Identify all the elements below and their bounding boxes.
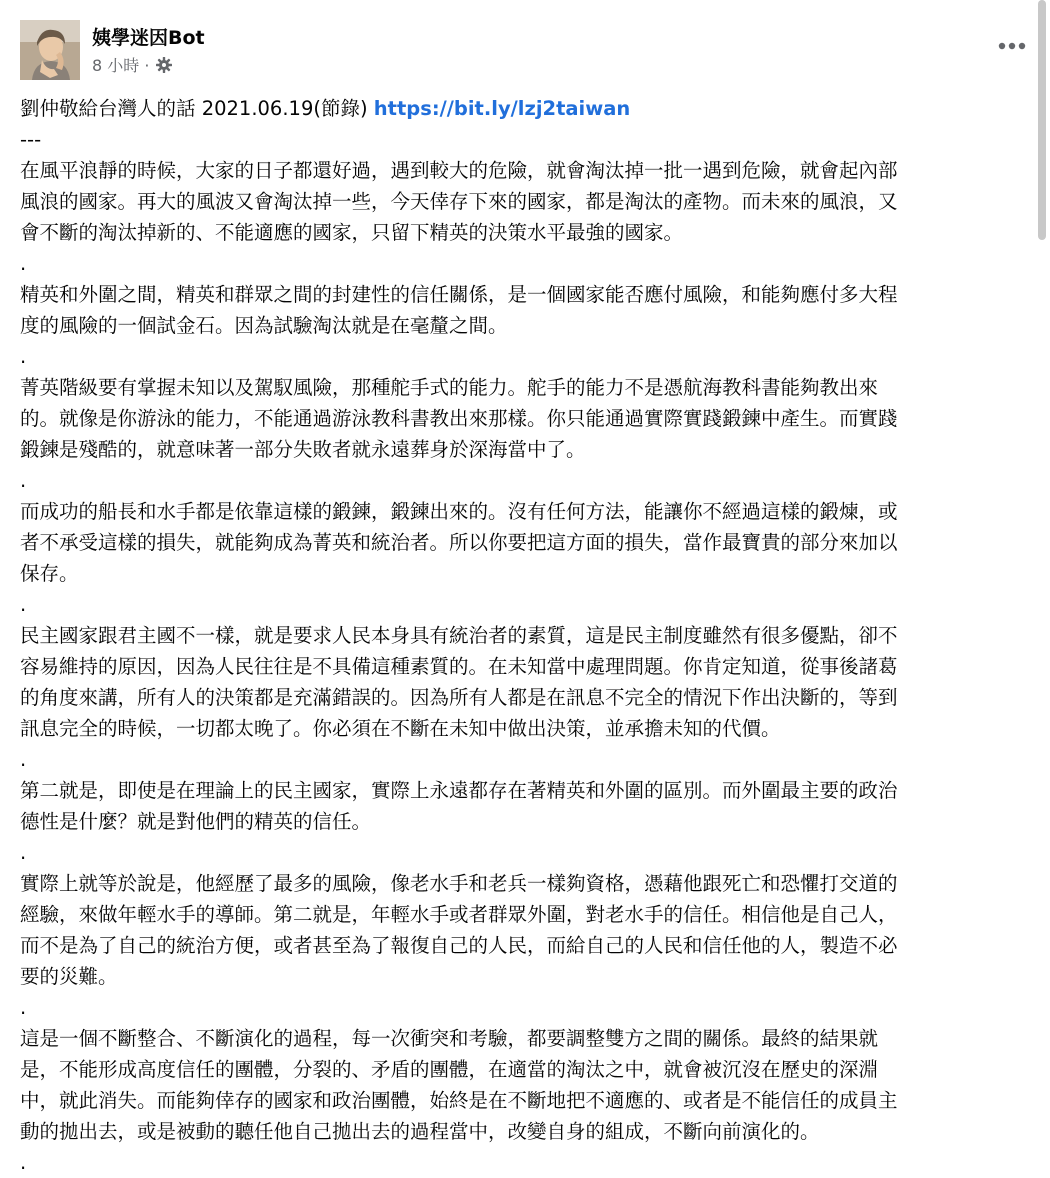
post-time[interactable]: 8 小時 ·	[92, 56, 150, 75]
post-text-line: 精英和外圍之間，精英和群眾之間的封建性的信任關係，是一個國家能否應付風險，和能夠應付多大程	[20, 283, 898, 306]
post-text-line: 德性是什麼？就是對他們的精英的信任。	[20, 810, 372, 833]
post-text-line: 訊息完全的時候，一切都太晚了。你必須在不斷在未知中做出決策，並承擔未知的代價。	[20, 717, 781, 740]
author-name[interactable]: 姨學迷因Bot	[92, 27, 205, 49]
post-text-line: 要的災難。	[20, 965, 118, 988]
post-text-line: 民主國家跟君主國不一樣，就是要求人民本身具有統治者的素質，這是民主制度雖然有很多優點，卻不	[20, 624, 898, 647]
post-text-line: 動的拋出去，或是被動的聽任他自己拋出去的過程當中，改變自身的組成，不斷向前演化的。	[20, 1120, 820, 1143]
post-text-line: .	[20, 469, 27, 492]
gear-icon[interactable]	[155, 56, 173, 74]
post-paragraphs	[20, 155, 1034, 1178]
post-text-line: .	[20, 841, 27, 864]
post-text-line: .	[20, 1151, 27, 1174]
post-title: 劉仲敬給台灣人的話 2021.06.19(節錄)	[20, 97, 374, 120]
avatar[interactable]	[20, 20, 80, 80]
avatar-image	[20, 20, 80, 80]
post-link[interactable]: https://bit.ly/lzj2taiwan	[373, 97, 631, 120]
post-text-line: 是，不能形成高度信任的團體，分裂的、矛盾的團體，在適當的淘汰之中，就會被沉沒在歷史的深淵	[20, 1058, 879, 1081]
more-options-button[interactable]	[994, 32, 1030, 60]
post-text-line: 在風平浪靜的時候，大家的日子都還好過，遇到較大的危險，就會淘汰掉一批一遇到危險，就會起內部	[20, 159, 898, 182]
post-text-line: 容易維持的原因，因為人民往往是不具備這種素質的。在未知當中處理問題。你肯定知道，從事後諸葛	[20, 655, 898, 678]
post-text-line: 實際上就等於說是，他經歷了最多的風險，像老水手和老兵一樣夠資格，憑藉他跟死亡和恐懼打交道的	[20, 872, 898, 895]
post-text-line: 菁英階級要有掌握未知以及駕馭風險，那種舵手式的能力。舵手的能力不是憑航海教科書能夠教出來	[20, 376, 879, 399]
post-text-line: 的。就像是你游泳的能力，不能通過游泳教科書教出來那樣。你只能通過實際實踐鍛鍊中產生。而實踐	[20, 407, 898, 430]
post-text-line: 鍛鍊是殘酷的，就意味著一部分失敗者就永遠葬身於深海當中了。	[20, 438, 586, 461]
post-text-line: 會不斷的淘汰掉新的、不能適應的國家，只留下精英的決策水平最強的國家。	[20, 221, 684, 244]
post-meta	[92, 53, 173, 76]
post-text-line: 這是一個不斷整合、不斷演化的過程，每一次衝突和考驗，都要調整雙方之間的關係。最終的結果就	[20, 1027, 879, 1050]
more-options-icon	[998, 42, 1026, 50]
post-text-line: .	[20, 748, 27, 771]
post-text-line: .	[20, 252, 27, 275]
post-text-line: 經驗，來做年輕水手的導師。第二就是，年輕水手或者群眾外圍，對老水手的信任。相信他是自己人，	[20, 903, 898, 926]
post-text-line: 度的風險的一個試金石。因為試驗淘汰就是在毫釐之間。	[20, 314, 508, 337]
post-text-line: .	[20, 996, 27, 1019]
post-text-line: 保存。	[20, 562, 79, 585]
post-header	[20, 20, 1030, 80]
post-text-line: 的角度來講，所有人的決策都是充滿錯誤的。因為所有人都是在訊息不完全的情況下作出決斷的，等到	[20, 686, 898, 709]
post-text-line: 者不承受這樣的損失，就能夠成為菁英和統治者。所以你要把這方面的損失，當作最寶貴的部分來加以	[20, 531, 898, 554]
post-text-line: 風浪的國家。再大的風波又會淘汰掉一些，今天倖存下來的國家，都是淘汰的產物。而未來的風浪，又	[20, 190, 898, 213]
post-body	[20, 93, 1034, 1178]
separator: ---	[20, 128, 42, 151]
post-text-line: 而成功的船長和水手都是依靠這樣的鍛鍊，鍛鍊出來的。沒有任何方法，能讓你不經過這樣的鍛煉，或	[20, 500, 898, 523]
post-text-line: 第二就是，即使是在理論上的民主國家，實際上永遠都存在著精英和外圍的區別。而外圍最主要的政治	[20, 779, 898, 802]
post-text-line: 中，就此消失。而能夠倖存的國家和政治團體，始終是在不斷地把不適應的、或者是不能信任的成員主	[20, 1089, 898, 1112]
post-text-line: .	[20, 593, 27, 616]
post-title-line	[20, 93, 1034, 124]
post-text-line: .	[20, 345, 27, 368]
scrollbar[interactable]	[1038, 0, 1046, 240]
post-text-line: 而不是為了自己的統治方便，或者甚至為了報復自己的人民，而給自己的人民和信任他的人，製造不必	[20, 934, 898, 957]
